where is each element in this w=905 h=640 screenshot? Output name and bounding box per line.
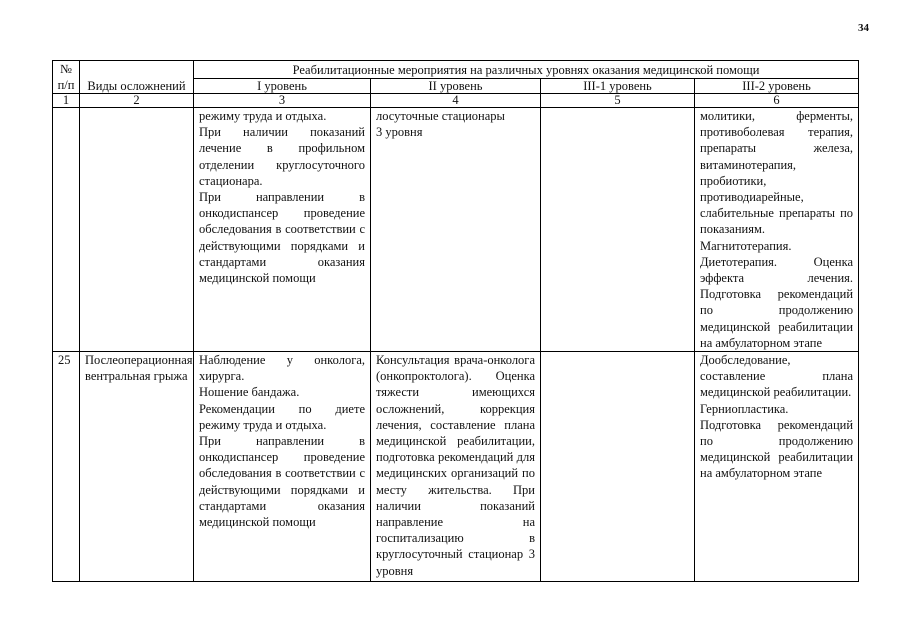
row-level-1: режиму труда и отдыха. При наличии показаний лечение в профильном отделении круглосуточного стационара. При направлении в онкодиспансер проведение обследования в соответствии с действующими порядками и стандартами оказания медицинской помощи bbox=[194, 108, 371, 352]
header-measures: Реабилитационные мероприятия на различных уровнях оказания медицинской помощи bbox=[194, 61, 859, 79]
table-header-row bbox=[53, 61, 859, 79]
column-numbers-row bbox=[53, 94, 859, 108]
column-number: 6 bbox=[695, 94, 859, 108]
row-level-2: Консультация врача-онколога (онкопроктолога). Оценка тяжести имеющихся осложнений, коррекция лечения, составление плана медицинской реабилитации, подготовка рекомендаций для медицинских организаций по месту жительства. При наличии показаний направление на госпитализацию в круглосуточный стационар 3 уровня bbox=[371, 352, 541, 582]
row-level-3-2: Дообследование, составление плана медицинской реабилитации. Герниопластика. Подготовка рекомендаций по продолжению медицинской реабилитации на амбулаторном этапе bbox=[695, 352, 859, 582]
header-complications: Виды осложнений bbox=[80, 61, 194, 94]
row-level-2: лосуточные стационары 3 уровня bbox=[371, 108, 541, 352]
table-row bbox=[53, 108, 859, 352]
table-row bbox=[53, 352, 859, 582]
row-level-3-2: молитики, ферменты, противоболевая терапия, препараты железа, витаминотерапия, пробиотики, противодиарейные, слабительные препараты по показаниям. Магнитотерапия. Диетотерапия. Оценка эффекта лечения. Подготовка рекомендаций по продолжению медицинской реабилитации на амбулаторном этапе bbox=[695, 108, 859, 352]
row-number: 25 bbox=[53, 352, 80, 582]
header-level-3-1: III-1 уровень bbox=[541, 78, 695, 93]
column-number: 4 bbox=[371, 94, 541, 108]
row-level-3-1 bbox=[541, 352, 695, 582]
page-number: 34 bbox=[858, 22, 869, 34]
column-number: 1 bbox=[53, 94, 80, 108]
rehabilitation-table bbox=[52, 60, 859, 582]
column-number: 3 bbox=[194, 94, 371, 108]
header-level-3-2: III-2 уровень bbox=[695, 78, 859, 93]
column-number: 5 bbox=[541, 94, 695, 108]
row-level-1: Наблюдение у онколога, хирурга. Ношение бандажа. Рекомендации по диете режиму труда и отдыха. При направлении в онкодиспансер проведение обследования в соответствии с действующими порядками и стандартами оказания медицинской помощи bbox=[194, 352, 371, 582]
header-number: № п/п bbox=[53, 61, 80, 94]
header-level-1: I уровень bbox=[194, 78, 371, 93]
row-complication bbox=[80, 108, 194, 352]
header-level-2: II уровень bbox=[371, 78, 541, 93]
row-number bbox=[53, 108, 80, 352]
row-level-3-1 bbox=[541, 108, 695, 352]
column-number: 2 bbox=[80, 94, 194, 108]
row-complication: Послеоперационная вентральная грыжа bbox=[80, 352, 194, 582]
